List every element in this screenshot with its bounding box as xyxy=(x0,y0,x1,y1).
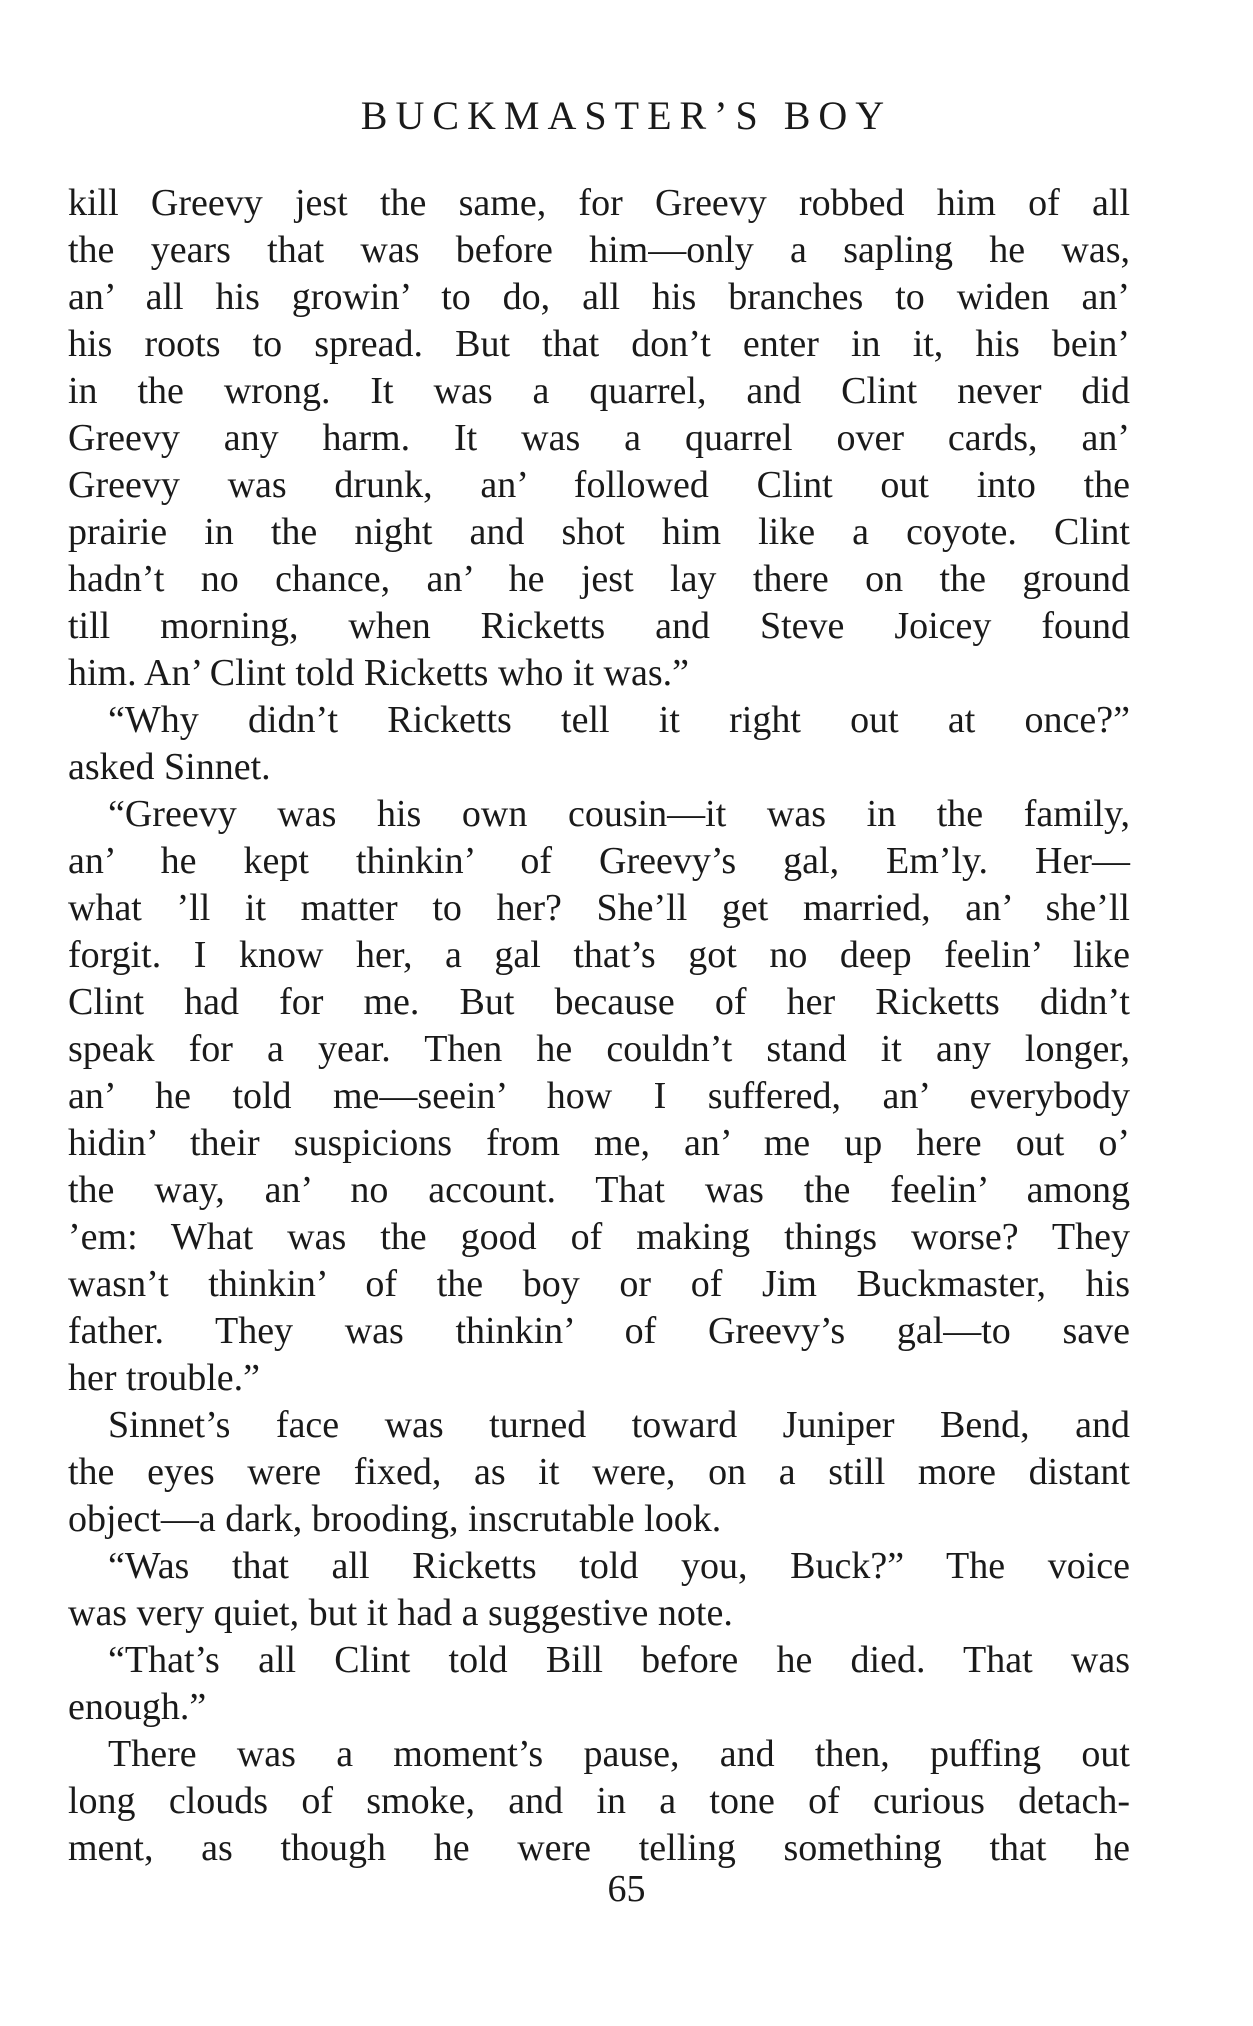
text-line: her trouble.” xyxy=(68,1357,261,1399)
text-line: “Was that all Ricketts told you, Buck?” The voice xyxy=(108,1545,1130,1587)
text-line: “Why didn’t Ricketts tell it right out at once?” xyxy=(108,699,1130,741)
text-line: him. An’ Clint told Ricketts who it was.” xyxy=(68,652,689,694)
text-line: father. They was thinkin’ of Greevy’s gal—to save xyxy=(68,1310,1130,1352)
text-line: speak for a year. Then he couldn’t stand it any longer, xyxy=(68,1028,1130,1070)
text-line: hadn’t no chance, an’ he jest lay there on the ground xyxy=(68,558,1130,600)
text-line: long clouds of smoke, and in a tone of curious detach- xyxy=(68,1780,1130,1822)
text-line: the years that was before him—only a sapling he was, xyxy=(68,229,1130,271)
text-line: Clint had for me. But because of her Ricketts didn’t xyxy=(68,981,1130,1023)
text-line: “That’s all Clint told Bill before he died. That was xyxy=(108,1639,1130,1681)
text-line: ’em: What was the good of making things worse? They xyxy=(68,1216,1130,1258)
text-line: Greevy was drunk, an’ followed Clint out into the xyxy=(68,464,1130,506)
text-line: prairie in the night and shot him like a coyote. Clint xyxy=(68,511,1130,553)
text-line: his roots to spread. But that don’t enter in it, his bein’ xyxy=(68,323,1130,365)
text-line: hidin’ their suspicions from me, an’ me up here out o’ xyxy=(68,1122,1130,1164)
text-line: “Greevy was his own cousin—it was in the family, xyxy=(108,793,1130,835)
text-line: the way, an’ no account. That was the feelin’ among xyxy=(68,1169,1130,1211)
running-header: BUCKMASTER’S BOY xyxy=(360,93,893,138)
text-line: object—a dark, brooding, inscrutable look. xyxy=(68,1498,722,1540)
text-line: what ’ll it matter to her? She’ll get married, an’ she’ll xyxy=(68,887,1130,929)
text-line: was very quiet, but it had a suggestive note. xyxy=(68,1592,733,1634)
text-line: Greevy any harm. It was a quarrel over cards, an’ xyxy=(68,417,1130,459)
text-line: There was a moment’s pause, and then, puffing out xyxy=(108,1733,1130,1775)
text-line: wasn’t thinkin’ of the boy or of Jim Buckmaster, his xyxy=(68,1263,1130,1305)
page-number: 65 xyxy=(607,1868,646,1910)
text-line: an’ he told me—seein’ how I suffered, an’ everybody xyxy=(68,1075,1130,1117)
text-line: enough.” xyxy=(68,1686,207,1728)
text-line: kill Greevy jest the same, for Greevy robbed him of all xyxy=(68,182,1130,224)
text-line: till morning, when Ricketts and Steve Joicey found xyxy=(68,605,1130,647)
text-line: ment, as though he were telling something that he xyxy=(68,1827,1130,1869)
body-text xyxy=(68,180,1130,1872)
text-line: an’ all his growin’ to do, all his branches to widen an’ xyxy=(68,276,1130,318)
text-line: the eyes were fixed, as it were, on a still more distant xyxy=(68,1451,1130,1493)
text-line: Sinnet’s face was turned toward Juniper Bend, and xyxy=(108,1404,1130,1446)
text-line: asked Sinnet. xyxy=(68,746,271,788)
text-line: forgit. I know her, a gal that’s got no deep feelin’ like xyxy=(68,934,1130,976)
text-line: an’ he kept thinkin’ of Greevy’s gal, Em’ly. Her— xyxy=(68,840,1130,882)
text-line: in the wrong. It was a quarrel, and Clint never did xyxy=(68,370,1130,412)
